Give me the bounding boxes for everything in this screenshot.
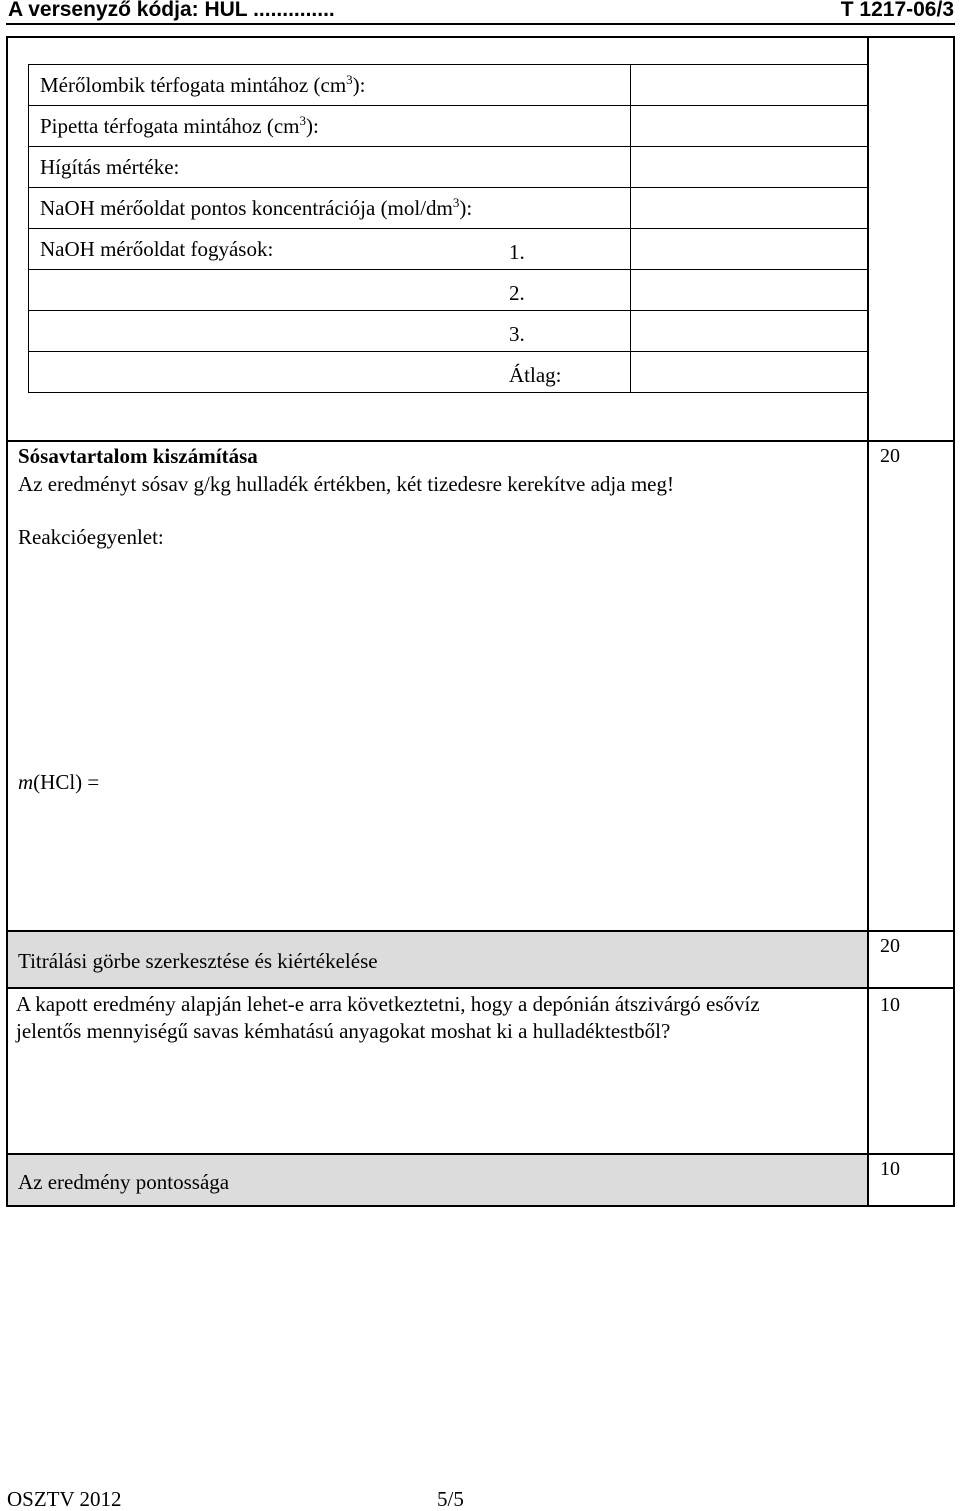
footer-exam-name: OSZTV 2012 <box>7 1487 122 1511</box>
calc-instruction: Az eredményt sósav g/kg hulladék értékben, két tizedesre kerekítve adja meg! <box>18 472 674 496</box>
section-divider-curve <box>6 930 955 932</box>
question-line-2: jelentős mennyiségű savas kémhatású anyagokat moshat ki a hulladéktestből? <box>16 1019 671 1043</box>
titration-average-label: Átlag: <box>509 363 562 387</box>
calc-points: 20 <box>880 445 900 467</box>
table-row <box>29 106 868 147</box>
titration-curve-points: 20 <box>880 935 900 957</box>
value-cell[interactable] <box>631 311 868 352</box>
row-label: Mérőlombik térfogata mintához $(cm^3)$: <box>40 71 366 97</box>
value-cell[interactable] <box>631 147 868 188</box>
table-row <box>29 188 868 229</box>
value-cell[interactable] <box>631 270 868 311</box>
row-label: NaOH mérőoldat pontos koncentrációja $(mol/dm^3)$: <box>40 194 473 220</box>
value-cell[interactable] <box>631 188 868 229</box>
value-cell[interactable] <box>631 352 868 393</box>
accuracy-title: Az eredmény pontossága <box>18 1170 230 1194</box>
titration-curve-title: Titrálási görbe szerkesztése és kiértékelése <box>18 949 378 973</box>
titration-number: 2. <box>509 281 525 305</box>
section-divider-question <box>6 987 955 989</box>
section-divider-calc <box>6 440 955 442</box>
footer-page-number: 5/5 <box>437 1487 464 1511</box>
accuracy-points: 10 <box>880 1158 900 1180</box>
calculation-answer-area[interactable] <box>130 540 850 910</box>
question-line-1: A kapott eredmény alapján lehet-e arra következtetni, hogy a depónián átszivárgó esővíz <box>16 992 760 1016</box>
titration-number: 3. <box>509 322 525 346</box>
header-document-code: T 1217-06/3 <box>840 0 954 21</box>
row-label: NaOH mérőoldat fogyások: <box>40 236 274 261</box>
header-rule <box>6 23 955 25</box>
table-row <box>29 65 868 106</box>
value-cell[interactable] <box>631 65 868 106</box>
header-candidate-code: A versenyző kódja: HUL .............. <box>8 0 335 21</box>
value-cell[interactable] <box>631 229 868 270</box>
table-row <box>29 270 868 311</box>
table-row <box>29 229 868 270</box>
row-label: Pipetta térfogata mintához $(cm^3)$: <box>40 112 319 138</box>
table-row <box>29 352 868 393</box>
reaction-equation-label: Reakcióegyenlet: <box>18 525 164 549</box>
section-divider-accuracy <box>6 1153 955 1155</box>
value-cell[interactable] <box>631 106 868 147</box>
question-points: 10 <box>880 994 900 1016</box>
calc-title: Sósavtartalom kiszámítása <box>18 444 258 468</box>
row-label: Hígítás mértéke: <box>40 154 180 179</box>
table-row <box>29 147 868 188</box>
question-answer-area[interactable] <box>16 1050 856 1146</box>
table-row <box>29 311 868 352</box>
titration-number: 1. <box>509 240 525 264</box>
result-label: m(HCl) = <box>18 770 100 794</box>
measurement-table <box>28 64 868 393</box>
